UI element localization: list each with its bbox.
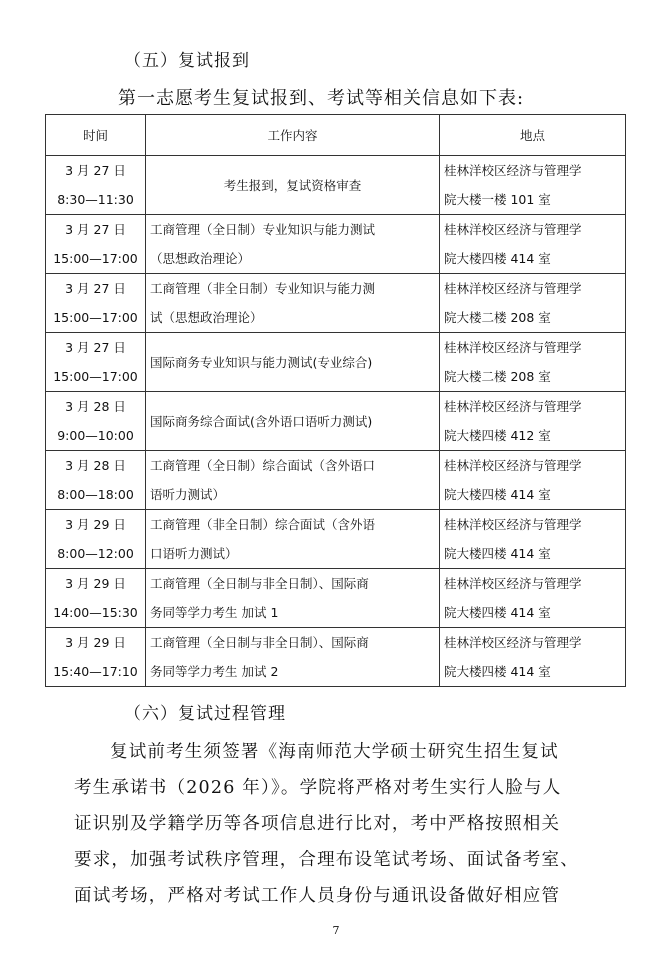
cell-time-line: 3 月 28 日 (65, 458, 126, 473)
cell-work-line: 工商管理（全日制与非全日制）、国际商 (150, 576, 369, 591)
cell-time-line: 3 月 27 日 (65, 340, 126, 355)
cell-work-line: 国际商务专业知识与能力测试(专业综合) (150, 354, 373, 370)
header-time: 时间 (46, 115, 146, 156)
cell-work-line: （思想政治理论） (150, 251, 251, 266)
cell-location (440, 569, 626, 628)
cell-location-line: 院大楼四楼 414 室 (444, 605, 551, 620)
paragraph-line: 面试考场，严格对考试工作人员身份与通讯设备做好相应管 (74, 886, 561, 906)
cell-work (146, 628, 440, 687)
cell-time-line: 3 月 27 日 (65, 163, 126, 178)
paragraph-line: 要求，加强考试秩序管理，合理布设笔试考场、面试备考室、 (74, 850, 579, 870)
cell-work (146, 569, 440, 628)
cell-work (146, 451, 440, 510)
cell-location-line: 院大楼一楼 101 室 (444, 192, 551, 207)
cell-work-line: 考生报到，复试资格审查 (223, 177, 362, 193)
schedule-table (45, 114, 626, 687)
cell-time-line: 3 月 27 日 (65, 222, 126, 237)
cell-time-line: 15:00—17:00 (53, 251, 138, 266)
cell-location (440, 628, 626, 687)
table-row (46, 569, 626, 628)
cell-work-line: 工商管理（全日制与非全日制）、国际商 (150, 635, 369, 650)
cell-time-line: 9:00—10:00 (57, 428, 134, 443)
cell-location-line: 桂林洋校区经济与管理学 (444, 458, 582, 473)
cell-work-line: 务同等学力考生 加试 2 (150, 664, 279, 679)
section-5-heading: （五）复试报到 (124, 51, 250, 71)
cell-location (440, 274, 626, 333)
table-row (46, 215, 626, 274)
process-management-paragraph (74, 734, 599, 914)
cell-time (46, 333, 146, 392)
cell-time-line: 3 月 29 日 (65, 576, 126, 591)
cell-time-line: 3 月 28 日 (65, 399, 126, 414)
cell-location-line: 院大楼二楼 208 室 (444, 369, 551, 384)
cell-location-line: 桂林洋校区经济与管理学 (444, 517, 582, 532)
cell-location-line: 院大楼四楼 414 室 (444, 487, 551, 502)
table-row (46, 628, 626, 687)
cell-location-line: 桂林洋校区经济与管理学 (444, 399, 582, 414)
table-row (46, 156, 626, 215)
table-row (46, 392, 626, 451)
cell-location-line: 桂林洋校区经济与管理学 (444, 340, 582, 355)
cell-time-line: 15:00—17:00 (53, 310, 138, 325)
cell-work (146, 333, 440, 392)
cell-work (146, 392, 440, 451)
cell-work-line: 工商管理（全日制）专业知识与能力测试 (150, 222, 376, 237)
table-row (46, 333, 626, 392)
cell-location-line: 院大楼二楼 208 室 (444, 310, 551, 325)
cell-time-line: 14:00—15:30 (53, 605, 138, 620)
table-row (46, 451, 626, 510)
cell-location-line: 桂林洋校区经济与管理学 (444, 635, 582, 650)
cell-time-line: 15:40—17:10 (53, 664, 138, 679)
cell-location (440, 156, 626, 215)
cell-time-line: 3 月 29 日 (65, 517, 126, 532)
cell-work (146, 215, 440, 274)
cell-time (46, 510, 146, 569)
cell-location (440, 451, 626, 510)
cell-time-line: 8:30—11:30 (57, 192, 134, 207)
cell-time-line: 3 月 29 日 (65, 635, 126, 650)
cell-location-line: 院大楼四楼 412 室 (444, 428, 551, 443)
cell-work (146, 156, 440, 215)
paragraph-line: 证识别及学籍学历等各项信息进行比对，考中严格按照相关 (74, 814, 561, 834)
cell-time-line: 15:00—17:00 (53, 369, 138, 384)
cell-time-line: 8:00—18:00 (57, 487, 134, 502)
cell-time (46, 215, 146, 274)
cell-work-line: 务同等学力考生 加试 1 (150, 605, 279, 620)
cell-location-line: 桂林洋校区经济与管理学 (444, 163, 582, 178)
cell-location (440, 392, 626, 451)
section-6-heading: （六）复试过程管理 (124, 704, 286, 724)
cell-time (46, 628, 146, 687)
cell-work-line: 工商管理（非全日制）综合面试（含外语 (150, 517, 376, 532)
cell-time-line: 8:00—12:00 (57, 546, 134, 561)
cell-work (146, 510, 440, 569)
cell-work-line: 工商管理（非全日制）专业知识与能力测 (150, 281, 376, 296)
cell-location (440, 510, 626, 569)
cell-time (46, 451, 146, 510)
cell-time (46, 569, 146, 628)
cell-location-line: 桂林洋校区经济与管理学 (444, 222, 582, 237)
cell-time (46, 392, 146, 451)
cell-time (46, 274, 146, 333)
cell-location-line: 桂林洋校区经济与管理学 (444, 281, 582, 296)
cell-time (46, 156, 146, 215)
cell-work-line: 语听力测试） (150, 487, 226, 502)
cell-location (440, 215, 626, 274)
cell-work-line: 国际商务综合面试(含外语口语听力测试) (150, 413, 373, 429)
paragraph-line: 复试前考生须签署《海南师范大学硕士研究生招生复试 (110, 742, 559, 762)
page-number: 7 (332, 924, 340, 937)
cell-location-line: 院大楼四楼 414 室 (444, 664, 551, 679)
cell-work (146, 274, 440, 333)
paragraph-line: 考生承诺书（2026 年）》。学院将严格对考生实行人脸与人 (74, 778, 562, 798)
cell-work-line: 工商管理（全日制）综合面试（含外语口 (150, 458, 376, 473)
cell-location-line: 桂林洋校区经济与管理学 (444, 576, 582, 591)
cell-time-line: 3 月 27 日 (65, 281, 126, 296)
table-row (46, 510, 626, 569)
table-header-row (46, 115, 626, 156)
cell-work-line: 试（思想政治理论） (150, 310, 263, 325)
header-work: 工作内容 (146, 115, 440, 156)
schedule-body (46, 156, 626, 687)
cell-work-line: 口语听力测试） (150, 546, 238, 561)
header-location: 地点 (440, 115, 626, 156)
cell-location-line: 院大楼四楼 414 室 (444, 251, 551, 266)
table-row (46, 274, 626, 333)
schedule-intro: 第一志愿考生复试报到、考试等相关信息如下表: (118, 88, 525, 109)
cell-location-line: 院大楼四楼 414 室 (444, 546, 551, 561)
cell-location (440, 333, 626, 392)
